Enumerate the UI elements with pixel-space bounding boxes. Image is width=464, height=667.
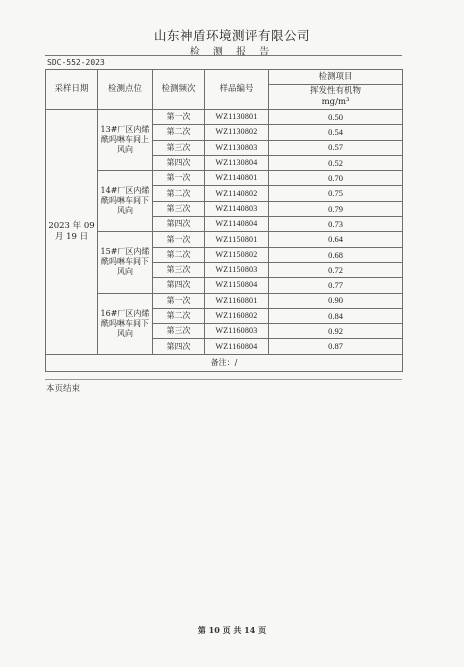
frequency-cell: 第四次 — [153, 278, 205, 293]
value-cell: 0.52 — [269, 155, 403, 170]
sample-id-cell: WZ1160802 — [205, 308, 269, 323]
frequency-cell: 第四次 — [153, 217, 205, 232]
sample-id-cell: WZ1150804 — [205, 278, 269, 293]
value-cell: 0.70 — [269, 171, 403, 186]
table-header-row — [46, 70, 403, 110]
value-cell: 0.77 — [269, 278, 403, 293]
header-location: 检测点位 — [98, 70, 153, 110]
sample-id-cell: WZ1140804 — [205, 217, 269, 232]
location-cell: 13#厂区内烯酰吗啉车间上风向 — [98, 110, 153, 171]
header-sample-id: 样品编号 — [205, 70, 269, 110]
sample-id-cell: WZ1160803 — [205, 324, 269, 339]
header-item-title: 检测项目 — [318, 71, 353, 82]
frequency-cell: 第四次 — [153, 155, 205, 170]
sample-id-cell: WZ1140802 — [205, 186, 269, 201]
notes-cell: 备注：/ — [46, 354, 403, 371]
frequency-cell: 第二次 — [153, 125, 205, 140]
company-name: 山东神盾环境测评有限公司 — [153, 28, 310, 43]
results-table — [45, 69, 403, 372]
sample-id-cell: WZ1150803 — [205, 262, 269, 277]
table-row — [46, 293, 403, 308]
value-cell: 0.50 — [269, 110, 403, 125]
sample-id-cell: WZ1130804 — [205, 155, 269, 170]
table-row — [46, 171, 403, 186]
location-cell: 14#厂区内烯酰吗啉车间下风向 — [98, 171, 153, 232]
sample-id-cell: WZ1160804 — [205, 339, 269, 354]
sample-id-cell: WZ1150802 — [205, 247, 269, 262]
value-cell: 0.79 — [269, 201, 403, 216]
value-cell: 0.87 — [269, 339, 403, 354]
value-cell: 0.68 — [269, 247, 403, 262]
sample-id-cell: WZ1130803 — [205, 140, 269, 155]
table-row — [46, 110, 403, 125]
frequency-cell: 第三次 — [153, 201, 205, 216]
value-cell: 0.73 — [269, 217, 403, 232]
location-cell: 16#厂区内烯酰吗啉车间下风向 — [98, 293, 153, 354]
page-number: 第 10 页 共 14 页 — [197, 625, 267, 635]
frequency-cell: 第一次 — [153, 293, 205, 308]
notes-row — [46, 354, 403, 371]
value-cell: 0.57 — [269, 140, 403, 155]
sample-id-cell: WZ1130802 — [205, 125, 269, 140]
frequency-cell: 第四次 — [153, 339, 205, 354]
frequency-cell: 第三次 — [153, 262, 205, 277]
sample-id-cell: WZ1150801 — [205, 232, 269, 247]
frequency-cell: 第一次 — [153, 232, 205, 247]
header-date: 采样日期 — [46, 70, 98, 110]
table-row — [46, 232, 403, 247]
sample-id-cell: WZ1140801 — [205, 171, 269, 186]
header-rule — [45, 55, 402, 56]
value-cell: 0.84 — [269, 308, 403, 323]
document-code: SDC-552-2023 — [47, 58, 105, 67]
value-cell: 0.92 — [269, 324, 403, 339]
sample-id-cell: WZ1130801 — [205, 110, 269, 125]
frequency-cell: 第一次 — [153, 110, 205, 125]
sample-id-cell: WZ1160801 — [205, 293, 269, 308]
value-cell: 0.90 — [269, 293, 403, 308]
end-of-page-text: 本页结束 — [46, 384, 81, 394]
frequency-cell: 第三次 — [153, 140, 205, 155]
header-frequency: 检测频次 — [153, 70, 205, 110]
sampling-date: 2023 年 09 月 19 日 — [46, 110, 98, 355]
header-test-item — [269, 70, 403, 110]
header-unit: mg/m³ — [321, 96, 350, 107]
value-cell: 0.75 — [269, 186, 403, 201]
frequency-cell: 第二次 — [153, 186, 205, 201]
end-rule — [45, 379, 402, 380]
value-cell: 0.72 — [269, 262, 403, 277]
value-cell: 0.54 — [269, 125, 403, 140]
frequency-cell: 第一次 — [153, 171, 205, 186]
frequency-cell: 第三次 — [153, 324, 205, 339]
header-item-name: 挥发性有机物 — [269, 84, 402, 97]
frequency-cell: 第二次 — [153, 308, 205, 323]
report-subtitle: 检 测 报 告 — [189, 47, 275, 58]
sample-id-cell: WZ1140803 — [205, 201, 269, 216]
value-cell: 0.64 — [269, 232, 403, 247]
frequency-cell: 第二次 — [153, 247, 205, 262]
location-cell: 15#厂区内烯酰吗啉车间下风向 — [98, 232, 153, 293]
